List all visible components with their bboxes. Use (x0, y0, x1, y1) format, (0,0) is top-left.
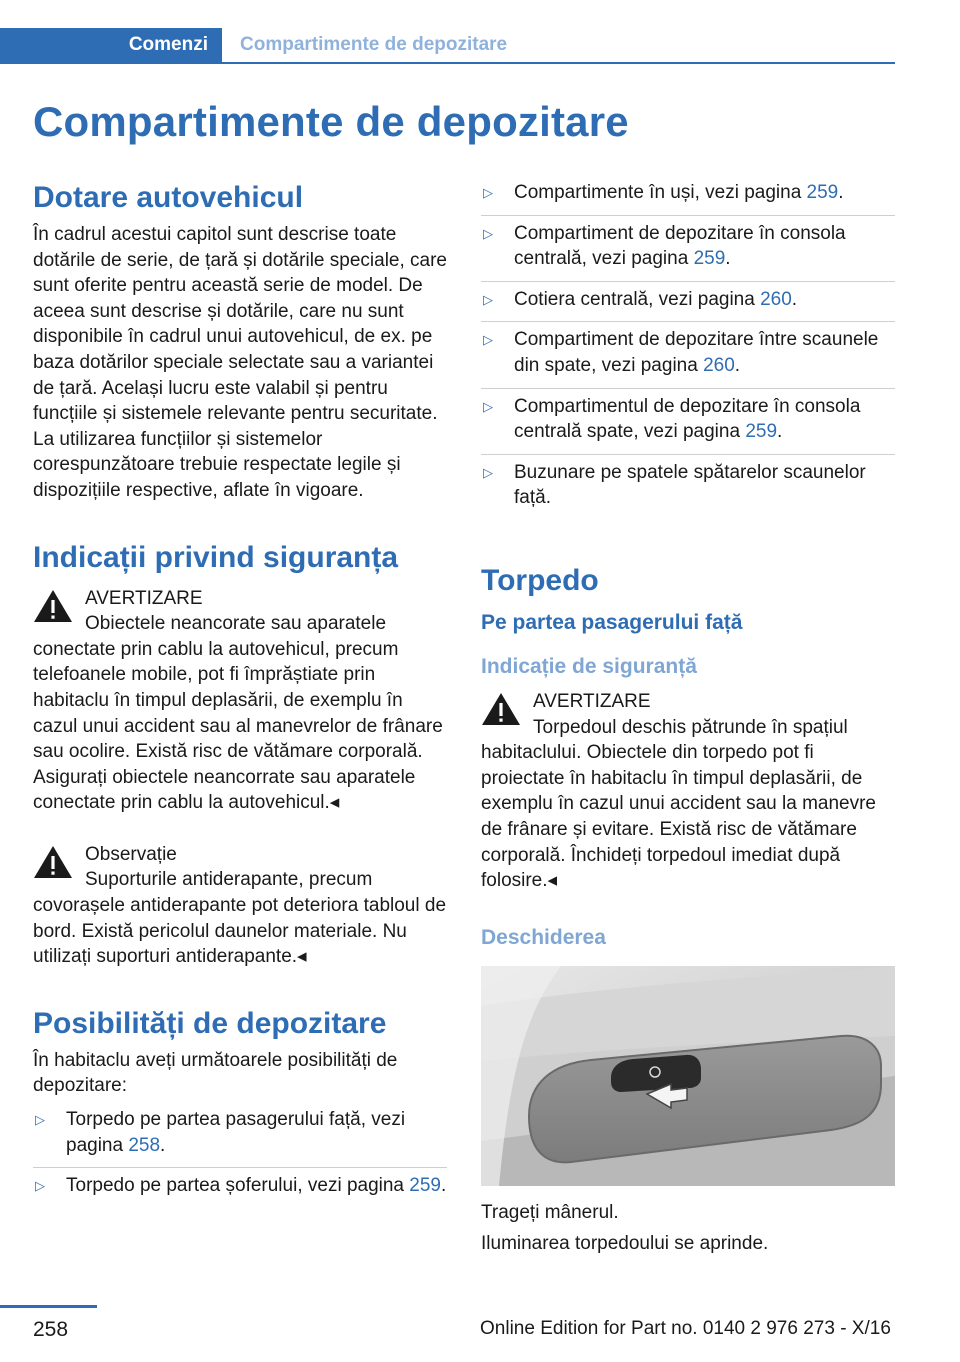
warning-text-2: Torpedoul deschis pătrunde în spațiul habitaclului. Obiectele din torpedo pot fi proiectate în habitaclu în timpul deplasării, de exemplu în cazul unui accident sau la manevre de frânare și evitare. Există risc de vătămare corporală. Închideți torpedoul imediat după folosire.◂ (481, 716, 877, 892)
bullet-triangle-icon: ▷ (483, 291, 493, 307)
page-link[interactable]: 260 (703, 354, 735, 376)
glovebox-photo (481, 966, 895, 1186)
bullet-triangle-icon: ▷ (35, 1112, 45, 1128)
bullet-triangle-icon: ▷ (483, 185, 493, 200)
warning-triangle-icon (33, 588, 73, 624)
note-block (33, 842, 447, 970)
note-text: Suporturile antiderapante, precum covorașele antiderapante pot deteriora tabloul de bord. Există pericolul daunelor materiale. Nu utilizați suporturi antiderapante.◂ (33, 869, 447, 968)
storage-list-right (481, 180, 895, 520)
deschiderea-text-2: Iluminarea torpedoului se aprinde. (481, 1233, 769, 1255)
warning-triangle-icon (481, 691, 521, 727)
list-item: ▷ Torpedo pe partea pasagerului față, vezi pagina 258. (33, 1107, 447, 1168)
warning-block-1 (33, 586, 447, 816)
list-item: ▷ Compartiment de depozitare în consola centrală, vezi pagina 259. (481, 221, 895, 282)
footer-edition: Online Edition for Part no. 0140 2 976 273 - X/16 (480, 1318, 891, 1339)
list-item: ▷ Compartimente în uși, vezi pagina 259. (481, 180, 895, 216)
heading-siguranta: Indicații privind siguranța (33, 540, 399, 574)
notice-triangle-icon (33, 844, 73, 880)
bullet-triangle-icon: ▷ (483, 464, 493, 480)
heading-deschiderea: Deschiderea (481, 925, 606, 949)
subheading-pasager: Pe partea pasagerului față (481, 610, 743, 634)
list-item: ▷ Compartiment de depozitare între scaunele din spate, vezi pagina 260. (481, 327, 895, 388)
list-item: ▷ Cotiera centrală, vezi pagina 260. (481, 287, 895, 323)
warning-label-1: AVERTIZARE (85, 587, 203, 609)
page-link[interactable]: 259 (745, 421, 778, 443)
page-link[interactable]: 259 (806, 182, 839, 203)
deschiderea-text-1: Trageți mânerul. (481, 1201, 619, 1223)
footer-line (0, 1305, 97, 1308)
bullet-triangle-icon: ▷ (35, 1178, 45, 1194)
heading-dotare: Dotare autovehicul (33, 181, 304, 214)
list-item: ▷ Compartimentul de depozitare în consola centrală spate, vezi pagina 259. (481, 394, 895, 455)
subheading-siguranta: Indicație de siguranță (481, 654, 697, 678)
page-link[interactable]: 259 (409, 1175, 441, 1197)
bullet-triangle-icon: ▷ (483, 332, 493, 348)
storage-list-left (33, 1107, 447, 1208)
topic-tab[interactable]: Compartimente de depozitare (240, 34, 508, 55)
heading-posibilitati: Posibilități de depozitare (33, 1006, 387, 1040)
bullet-triangle-icon: ▷ (483, 398, 493, 414)
heading-torpedo: Torpedo (481, 563, 599, 597)
dotare-text: În cadrul acestui capitol sunt descrise toate dotările de serie, de țară și dotările speciale, care sunt oferite pentru această serie de model. De aceea sunt descrise și dotările, care nu sunt disponibile în cadrul unui autovehicul, de ex. pe baza dotărilor speciale selectate sau a variantei de țară. Același lucru este valabil și pentru funcțiile și sistemele relevante pentru securitate. La utilizarea funcțiilor și sistemelor corespunzătoare trebuie respectate legile și dispozițiile respective, aflate în vigoare. (33, 224, 448, 501)
list-item: ▷ Torpedo pe partea șoferului, vezi pagina 259. (33, 1173, 447, 1208)
section-tab[interactable]: Comenzi (0, 28, 222, 62)
warning-label-2: AVERTIZARE (533, 690, 651, 712)
page-link[interactable]: 258 (128, 1134, 161, 1156)
warning-block-2 (481, 689, 895, 894)
left-column (33, 180, 447, 1213)
page-header (0, 28, 895, 64)
page-link[interactable]: 259 (693, 248, 726, 270)
bullet-triangle-icon: ▷ (483, 225, 493, 241)
page-link[interactable]: 260 (760, 288, 792, 310)
page-title: Compartimente de depozitare (33, 98, 629, 145)
warning-text-1: Obiectele neancorate sau aparatele conectate prin cablu la autovehicul, precum telefoanele mobile, pot fi împrăștiate prin habitaclu în timpul deplasării, de exemplu în cazul unui accident sau al manevrelor de frânare sau ocolire. Există risc de vătămare corporală. Asigurați obiectele neancorrate sau aparatele conectate prin cablu la autovehicul.◂ (33, 613, 443, 814)
posibilitati-text: În habitaclu aveți următoarele posibilități de depozitare: (33, 1049, 398, 1097)
note-label: Observație (85, 843, 177, 865)
right-column (481, 180, 895, 1257)
page-number: 258 (33, 1318, 69, 1341)
list-item: ▷ Buzunare pe spatele spătarelor scaunelor față. (483, 461, 866, 509)
